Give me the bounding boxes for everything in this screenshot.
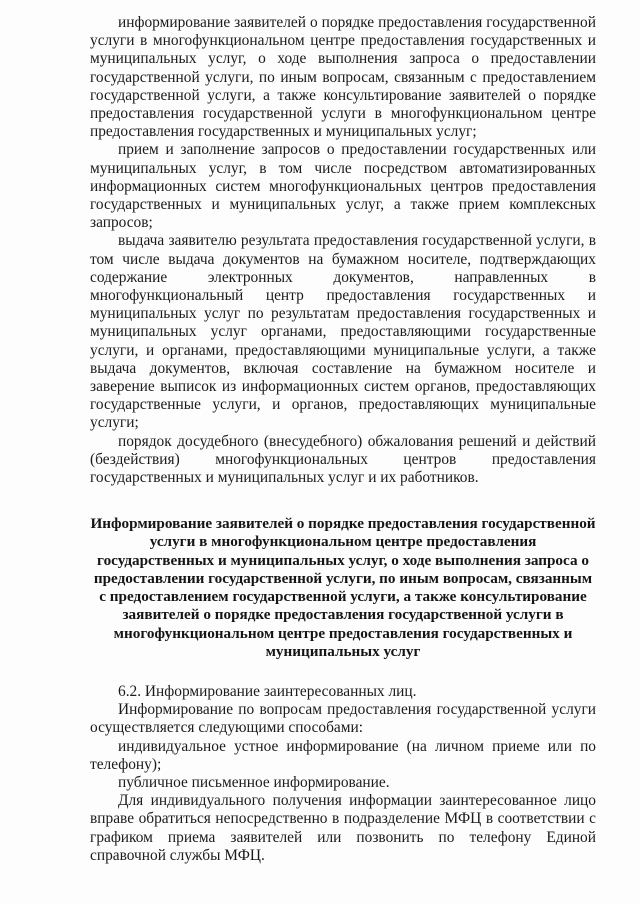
- paragraph-individual-inquiry: Для индивидуального получения информации заинтересованное лицо вправе обратиться непосредственно в подразделение МФЦ в соответствии с графиком приема заявителей или позвонить по телефону Единой справочной службы МФЦ.: [90, 792, 596, 864]
- paragraph-section-number: 6.2. Информирование заинтересованных лиц.: [118, 682, 417, 700]
- section-heading: Информирование заявителей о порядке предоставления государственной услуги в многофункциональном центре предоставления государственных и муниципальных услуг, о ходе выполнения запроса о предоставлении государственной услуги, по иным вопросам, связанным с предоставлением государственной услуги, а также консультирование заявителей о порядке предоставления государственной услуги в многофункциональном центре предоставления государственных и муниципальных услуг: [90, 515, 596, 660]
- document-page: [90, 14, 596, 865]
- bottom-section: [90, 683, 596, 865]
- paragraph-oral-informing: индивидуальное устное информирование (на личном приеме или по телефону);: [90, 737, 596, 773]
- paragraph-issuing-results: выдача заявителю результата предоставления государственной услуги, в том числе выдача документов на бумажном носителе, подтверждающих содержание электронных документов, направленных в многофункциональный центр предоставления государственных и муниципальных услуг по результатам предоставления государственных и муниципальных услуг органами, предоставляющими государственные услуги, и органами, предоставляющими муниципальные услуги, а также выдача документов, включая составление на бумажном носителе и заверение выписок из информационных систем органов, предоставляющих государственные услуги, и органов, предоставляющих муниципальные услуги;: [90, 232, 596, 432]
- paragraph-informing-applicants: информирование заявителей о порядке предоставления государственной услуги в многофункциональном центре предоставления государственных и муниципальных услуг, о ходе выполнения запроса о предоставлении государственной услуги, по иным вопросам, связанным с предоставлением государственной услуги, а также консультирование заявителей о порядке предоставления государственной услуги в многофункциональном центре предоставления государственных и муниципальных услуг;: [90, 14, 596, 141]
- paragraph-appeal-procedure: порядок досудебного (внесудебного) обжалования решений и действий (бездействия) многофункциональных центров предоставления государственных и муниципальных услуг и их работников.: [90, 432, 596, 487]
- paragraph-written-informing: публичное письменное информирование.: [118, 773, 390, 791]
- top-section: [90, 14, 596, 487]
- paragraph-reception-of-requests: прием и заполнение запросов о предоставлении государственных или муниципальных услуг, в том числе посредством автоматизированных информационных систем многофункциональных центров предоставления государственных и муниципальных услуг, а также прием комплексных запросов;: [90, 141, 596, 232]
- paragraph-informing-methods: Информирование по вопросам предоставления государственной услуги осуществляется следующими способами:: [90, 701, 596, 737]
